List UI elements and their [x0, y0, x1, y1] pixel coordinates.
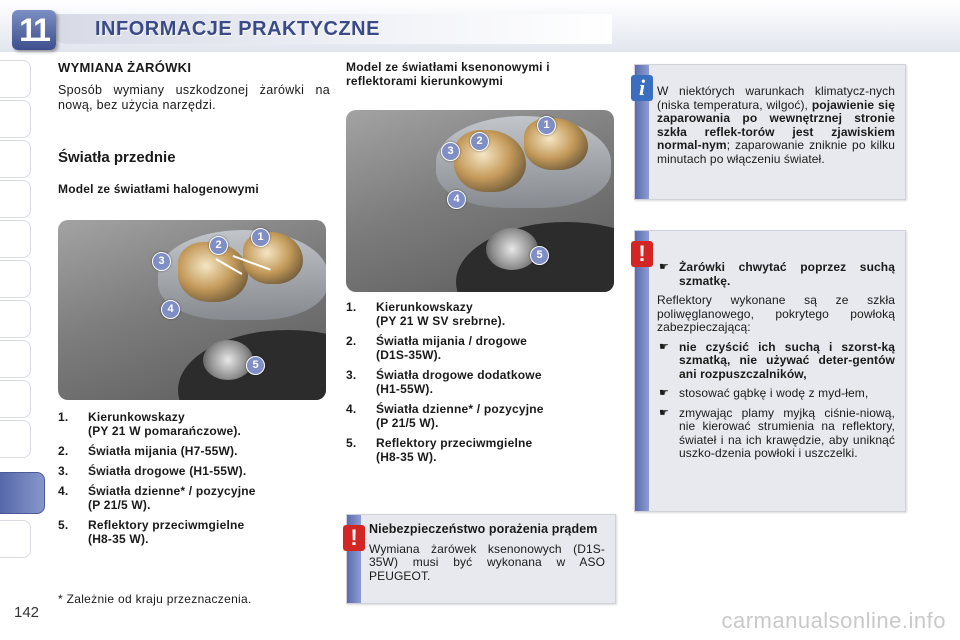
section-intro: Sposób wymiany uszkodzonej żarówki na nową, bez użycia narzędzi.	[58, 83, 330, 112]
item-text: Światła dzienne* / pozycyjne (P 21/5 W).	[88, 484, 256, 512]
electric-shock-warning-box	[346, 514, 616, 604]
callout-marker: 1	[251, 228, 270, 247]
info-icon: i	[631, 75, 653, 101]
warning-title: Niebezpieczeństwo porażenia prądem	[369, 522, 598, 536]
item-text: Światła mijania / drogowe (D1S-35W).	[376, 334, 528, 362]
list-item	[58, 464, 330, 478]
item-text: Kierunkowskazy (PY 21 W SV srebrne).	[376, 300, 506, 328]
box-rail	[635, 231, 649, 511]
info-text-a: W niektórych warunkach klimatycz-nych (niska temperatura, wilgoć),	[657, 84, 895, 112]
callout-marker: 2	[209, 236, 228, 255]
page-number: 142	[14, 604, 40, 621]
item-text: Światła dzienne* / pozycyjne (P 21/5 W).	[376, 402, 544, 430]
list-item	[346, 300, 618, 328]
front-lights-heading: Światła przednie	[58, 149, 176, 166]
chapter-tab[interactable]	[0, 260, 31, 298]
item-text: Reflektory przeciwmgielne (H8-35 W).	[376, 436, 533, 464]
caution-bullet	[657, 407, 895, 461]
bullet-text: Żarówki chwytać poprzez suchą szmatkę.	[679, 260, 895, 288]
info-text	[657, 85, 895, 166]
chapter-tab[interactable]	[0, 380, 31, 418]
chapter-tab[interactable]	[0, 220, 31, 258]
caution-box	[634, 230, 906, 512]
caution-bullet	[657, 341, 895, 382]
callout-marker: 5	[530, 246, 549, 265]
callout-marker: 4	[447, 190, 466, 209]
callout-marker: 3	[441, 142, 460, 161]
chapter-tabs	[0, 60, 34, 580]
watermark: carmanualsonline.info	[721, 608, 946, 633]
fog-lamp	[486, 228, 538, 270]
callout-marker: 2	[470, 132, 489, 151]
info-text-b: ; zaparowanie zniknie po kilku minutach po włączeniu świateł.	[657, 138, 895, 166]
pointing-hand-icon: ☛	[659, 406, 669, 419]
bullet-text: nie czyścić ich suchą i szorst-ką szmatką, nie używać deter-gentów ani rozpuszczalników,	[679, 339, 895, 381]
item-number: 3.	[58, 464, 69, 478]
list-item	[58, 410, 330, 438]
callout-marker: 4	[161, 300, 180, 319]
chapter-tab-active[interactable]	[0, 472, 45, 514]
list-item	[58, 518, 330, 546]
bullet-text: zmywając plamy myjką ciśnie-niową, nie kierować strumienia na reflektory, świateł i na ich krawędzie, aby uniknąć uszko-dzenia powłoki i uszczelki.	[679, 405, 895, 460]
item-number: 4.	[346, 402, 357, 416]
list-item	[346, 368, 618, 396]
caution-paragraph: Reflektory wykonane są ze szkła poliwęglanowego, pokrytego powłoką zabezpieczającą:	[657, 293, 895, 334]
chapter-tab[interactable]	[0, 340, 31, 378]
callout-marker: 5	[246, 356, 265, 375]
item-text: Reflektory przeciwmgielne (H8-35 W).	[88, 518, 245, 546]
middle-column	[346, 60, 616, 88]
item-number: 2.	[346, 334, 357, 348]
item-number: 5.	[58, 518, 69, 532]
item-number: 2.	[58, 444, 69, 458]
halogen-model-heading: Model ze światłami halogenowymi	[58, 182, 259, 196]
caution-bullet	[657, 261, 895, 288]
warning-icon: !	[631, 241, 653, 267]
chapter-tab[interactable]	[0, 100, 31, 138]
footnote: * Zależnie od kraju przeznaczenia.	[58, 592, 252, 606]
halogen-headlight-photo	[58, 220, 326, 400]
xenon-bulb-list	[346, 300, 618, 470]
list-item	[346, 334, 618, 362]
item-text: Światła drogowe dodatkowe (H1-55W).	[376, 368, 542, 396]
item-number: 3.	[346, 368, 357, 382]
pointing-hand-icon: ☛	[659, 387, 669, 399]
chapter-tab[interactable]	[0, 60, 31, 98]
pointing-hand-icon: ☛	[659, 340, 669, 353]
item-number: 4.	[58, 484, 69, 498]
chapter-tab[interactable]	[0, 520, 31, 558]
warning-text: Wymiana żarówek ksenonowych (D1S-35W) musi być wykonana w ASO PEUGEOT.	[369, 541, 605, 583]
box-content	[369, 523, 605, 589]
xenon-model-heading: Model ze światłami ksenonowymi i reflektorami kierunkowymi	[346, 60, 550, 88]
fog-lamp	[203, 340, 253, 380]
halogen-bulb-list	[58, 410, 330, 552]
chapter-tab[interactable]	[0, 140, 31, 178]
box-content	[657, 261, 895, 467]
chapter-tab[interactable]	[0, 300, 31, 338]
pointing-hand-icon: ☛	[659, 261, 669, 273]
item-text: Kierunkowskazy (PY 21 W pomarańczowe).	[88, 410, 242, 438]
bullet-text: stosować gąbkę i wodę z myd-łem,	[679, 386, 869, 400]
chapter-title: INFORMACJE PRAKTYCZNE	[95, 18, 380, 40]
chapter-tab[interactable]	[0, 420, 31, 458]
xenon-headlight-photo	[346, 110, 614, 292]
list-item	[346, 436, 618, 464]
caution-bullet	[657, 387, 895, 401]
callout-marker: 3	[152, 252, 171, 271]
chapter-tab[interactable]	[0, 180, 31, 218]
section-title: WYMIANA ŻARÓWKI	[58, 60, 192, 75]
callout-marker: 1	[537, 116, 556, 135]
left-column	[58, 60, 330, 196]
item-text: Światła mijania (H7-55W).	[88, 444, 238, 458]
list-item	[346, 402, 618, 430]
info-box	[634, 64, 906, 200]
page-header	[0, 0, 960, 52]
item-number: 1.	[346, 300, 357, 314]
list-item	[58, 484, 330, 512]
list-item	[58, 444, 330, 458]
info-text-bold: pojawienie się zaparowania po wewnętrznej stronie szkła reflek-torów jest zjawiskiem normal-nym	[657, 97, 895, 152]
item-number: 1.	[58, 410, 69, 424]
item-number: 5.	[346, 436, 357, 450]
warning-icon: !	[343, 525, 365, 551]
item-text: Światła drogowe (H1-55W).	[88, 464, 247, 478]
chapter-number-badge: 11	[12, 10, 56, 50]
box-content	[657, 85, 895, 172]
